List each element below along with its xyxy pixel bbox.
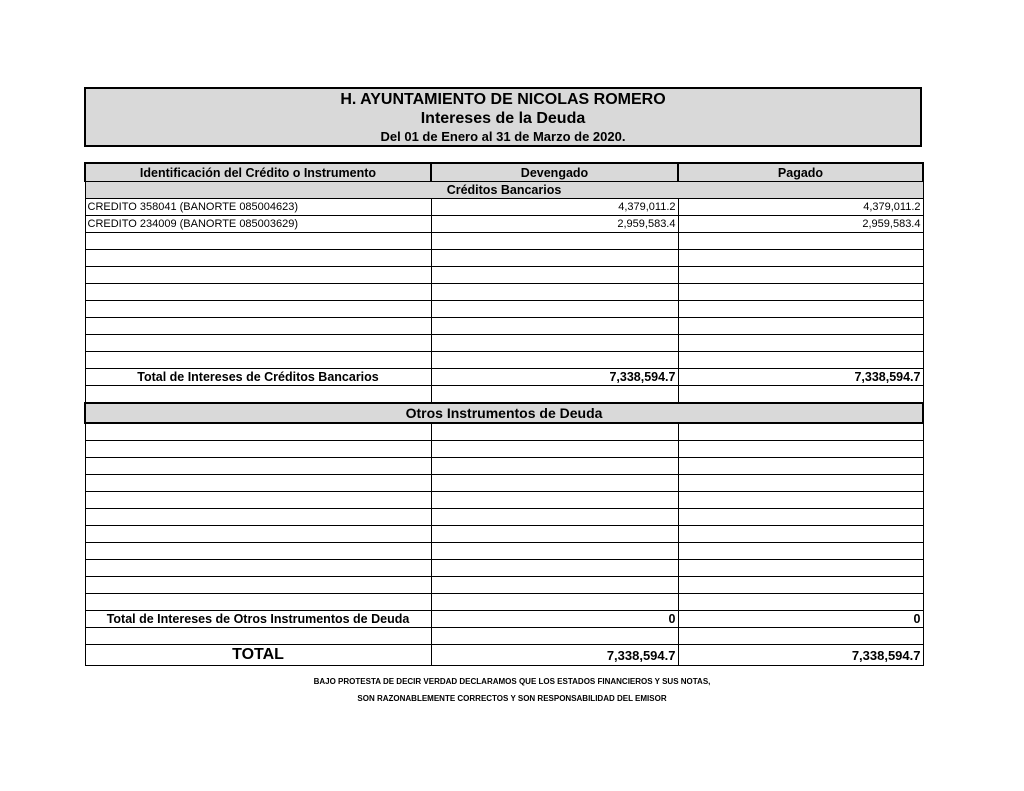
bank-credits-section-row: [85, 182, 923, 199]
empty-row: [85, 423, 923, 441]
bank-credits-total-accrued: 7,338,594.7: [431, 369, 678, 386]
empty-row: [85, 233, 923, 250]
empty-row: [85, 543, 923, 560]
other-instruments-total-accrued: 0: [431, 611, 678, 628]
empty-row: [85, 318, 923, 335]
bank-credits-total-row: [85, 369, 923, 386]
credit-paid: 4,379,011.2: [678, 199, 923, 216]
entity-name: H. AYUNTAMIENTO DE NICOLAS ROMERO: [340, 91, 666, 108]
empty-row: [85, 386, 923, 404]
bank-credits-section-label: Créditos Bancarios: [85, 182, 923, 199]
empty-row: [85, 441, 923, 458]
empty-row: [85, 267, 923, 284]
footer-statement-line-1: BAJO PROTESTA DE DECIR VERDAD DECLARAMOS QUE LOS ESTADOS FINANCIEROS Y SUS NOTAS,: [313, 677, 711, 686]
report-title: Intereses de la Deuda: [420, 110, 586, 127]
column-header-accrued: Devengado: [431, 163, 678, 182]
empty-row: [85, 492, 923, 509]
empty-row: [85, 577, 923, 594]
report-period: Del 01 de Enero al 31 de Marzo de 2020.: [380, 129, 626, 144]
grand-total-accrued: 7,338,594.7: [431, 645, 678, 666]
empty-row: [85, 628, 923, 645]
empty-row: [85, 458, 923, 475]
debt-interest-table: [84, 162, 924, 666]
table-row: [85, 199, 923, 216]
column-header-row: [85, 163, 923, 182]
bank-credits-total-paid: 7,338,594.7: [678, 369, 923, 386]
credit-name: CREDITO 234009 (BANORTE 085003629): [85, 216, 431, 233]
column-header-paid: Pagado: [678, 163, 923, 182]
other-instruments-total-row: [85, 611, 923, 628]
empty-row: [85, 475, 923, 492]
credit-accrued: 4,379,011.2: [431, 199, 678, 216]
other-instruments-section-row: [85, 403, 923, 423]
other-instruments-section-label: Otros Instrumentos de Deuda: [85, 403, 923, 423]
empty-row: [85, 284, 923, 301]
empty-row: [85, 250, 923, 267]
report-header: [84, 87, 922, 147]
empty-row: [85, 352, 923, 369]
credit-paid: 2,959,583.4: [678, 216, 923, 233]
empty-row: [85, 509, 923, 526]
credit-accrued: 2,959,583.4: [431, 216, 678, 233]
grand-total-label: TOTAL: [85, 645, 431, 666]
column-header-identification: Identificación del Crédito o Instrumento: [85, 163, 431, 182]
other-instruments-total-label: Total de Intereses de Otros Instrumentos de Deuda: [85, 611, 431, 628]
footer-statement-line-2: SON RAZONABLEMENTE CORRECTOS Y SON RESPONSABILIDAD DEL EMISOR: [357, 694, 667, 703]
empty-row: [85, 560, 923, 577]
empty-row: [85, 301, 923, 318]
other-instruments-total-paid: 0: [678, 611, 923, 628]
empty-row: [85, 335, 923, 352]
grand-total-row: [85, 645, 923, 666]
table-row: [85, 216, 923, 233]
empty-row: [85, 594, 923, 611]
empty-row: [85, 526, 923, 543]
bank-credits-total-label: Total de Intereses de Créditos Bancarios: [85, 369, 431, 386]
credit-name: CREDITO 358041 (BANORTE 085004623): [85, 199, 431, 216]
grand-total-paid: 7,338,594.7: [678, 645, 923, 666]
